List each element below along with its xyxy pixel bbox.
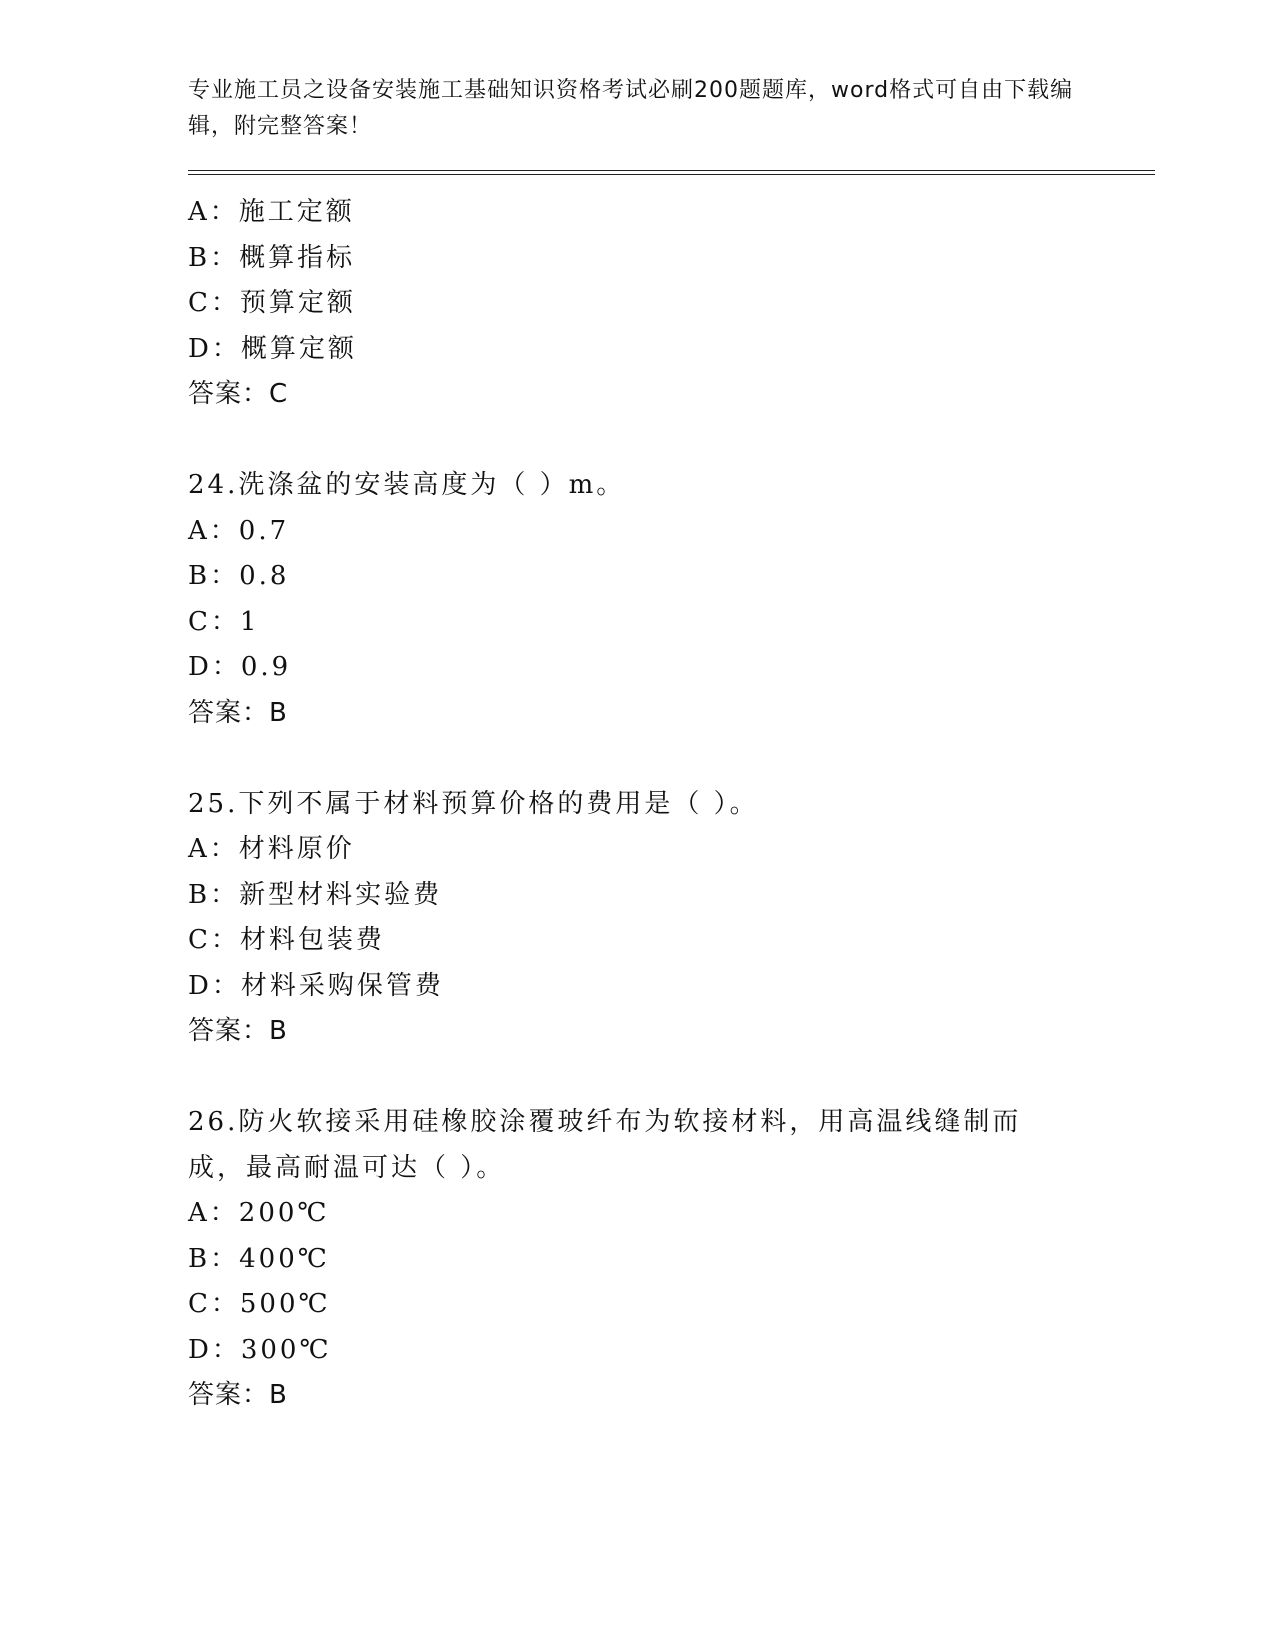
option-c: C：1 [188,606,260,637]
question-stem: 26.防火软接采用硅橡胶涂覆玻纤布为软接材料，用高温线缝制而成，最高耐温可达（ ）。 [188,1107,1022,1183]
question-block [188,463,1148,736]
option-a: A：施工定额 [188,197,355,227]
document-header: 专业施工员之设备安装施工基础知识资格考试必刷200题题库，word格式可自由下载编辑，附完整答案！ [188,78,1074,139]
option-b: B：概算指标 [188,242,356,273]
question-stem: 24.洗涤盆的安装高度为（ ）m。 [188,470,626,500]
question-list [188,190,1148,1419]
question-block [188,1100,1148,1419]
option-b: B：新型材料实验费 [188,879,443,910]
header-rule-top [188,170,1155,171]
option-c: C：500℃ [188,1289,331,1319]
option-d: D：0.9 [188,652,292,682]
option-d: D：概算定额 [188,333,357,364]
answer: 答案：B [188,697,288,728]
option-a: A：0.7 [188,515,290,546]
option-a: A：材料原价 [188,834,355,864]
option-b: B：400℃ [188,1243,330,1274]
question-block [188,190,1148,418]
question-stem: 25.下列不属于材料预算价格的费用是（ ）。 [188,788,759,819]
option-c: C：预算定额 [188,288,356,318]
answer: 答案：B [188,1016,288,1046]
option-a: A：200℃ [188,1198,330,1228]
option-d: D：300℃ [188,1334,332,1365]
answer: 答案：B [188,1380,288,1410]
header-rule-bottom [188,174,1155,175]
answer: 答案：C [188,379,289,409]
option-b: B：0.8 [188,561,290,591]
question-block [188,782,1148,1055]
option-d: D：材料采购保管费 [188,970,444,1001]
option-c: C：材料包装费 [188,925,385,955]
